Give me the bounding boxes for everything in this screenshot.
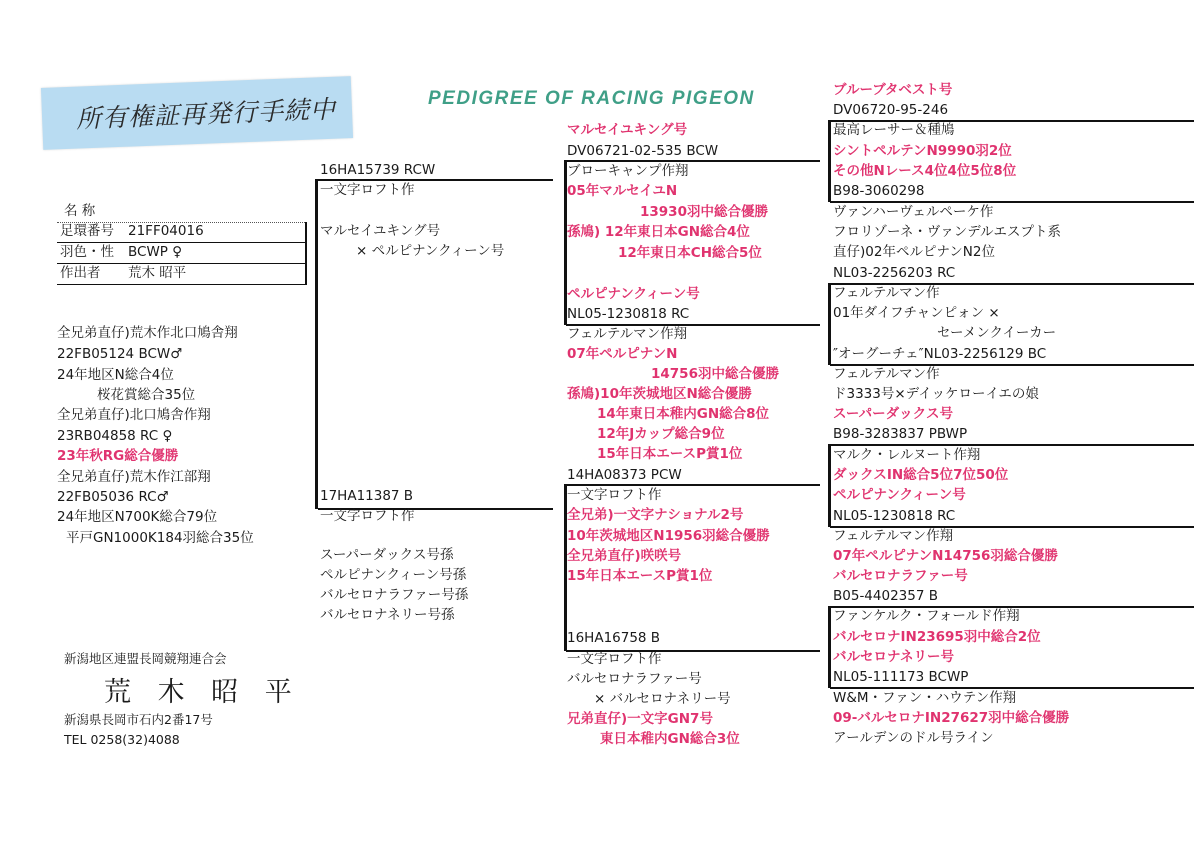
sibling-line: 全兄弟直仔)荒木作北口鳩舎翔 — [57, 325, 238, 341]
ddd-note: アールデンのドル号ライン — [833, 730, 994, 746]
ss-achievement: 13930羽中総合優勝 — [640, 204, 768, 220]
sire-ring: 16HA15739 RCW — [320, 162, 436, 178]
sss-name: ブルーブタベスト号 — [833, 82, 953, 98]
dam-line-text: バルセロナラファー号孫 — [320, 587, 469, 603]
sire-breeder: 一文字ロフト作 — [320, 182, 415, 198]
dd-parents: バルセロナラファー号 — [567, 671, 702, 687]
sd-achievement: 孫鳩)10年茨城地区N総合優勝 — [567, 386, 752, 402]
dds-ring: NL05-111173 BCWP — [833, 669, 969, 685]
dd-achievement: 兄弟直仔)一文字GN7号 — [567, 711, 713, 727]
ss-name: マルセイユキング号 — [567, 122, 688, 138]
ddd-achievement: 09-バルセロナIN27627羽中総合優勝 — [833, 710, 1070, 726]
sire-dam-bracket — [315, 179, 318, 509]
sd-achievement: 14756羽中総合優勝 — [651, 366, 779, 382]
dd-parents: × バルセロナネリー号 — [594, 691, 731, 707]
sdd-breeder: フェルテルマン作 — [833, 366, 940, 382]
sd-achievement: 07年ペルピナンN — [567, 346, 678, 362]
breeder-value: 荒木 昭平 — [128, 265, 187, 281]
owner-name: 荒 木 昭 平 — [104, 677, 301, 708]
dds-achievement: バルセロナIN23695羽中総合2位 — [833, 629, 1041, 645]
sibling-line: 全兄弟直仔)北口鳩舎作翔 — [57, 407, 211, 423]
sibling-line: 23年秋RG総合優勝 — [57, 448, 179, 464]
ssd-note: 直仔)02年ペルピナンN2位 — [833, 244, 995, 260]
dsd-name: バルセロナラファー号 — [833, 568, 968, 584]
sdd-note: ド3333号×デイッケローイエの娘 — [833, 386, 1039, 402]
ring-value: 21FF04016 — [128, 223, 204, 239]
ssd-breeder: ヴァンハーヴェルペーケ作 — [833, 204, 994, 220]
owner-tel: TEL 0258(32)4088 — [64, 732, 180, 747]
dss-ring: NL05-1230818 RC — [833, 508, 956, 524]
ss-achievement: 孫鳩) 12年東日本GN総合4位 — [567, 224, 750, 240]
sss-note: 最高レーサー＆種鳩 — [833, 122, 955, 138]
sd-parents-bracket — [828, 283, 831, 365]
dsd-achievement: 07年ペルピナンN14756羽総合優勝 — [833, 548, 1058, 564]
sibling-line: 24年地区N700K総合79位 — [57, 509, 218, 525]
info-divider — [57, 284, 305, 285]
ddd-breeder: W&M・ファン・ハウテン作翔 — [833, 690, 1017, 706]
sire-parents: マルセイユキング号 — [320, 223, 441, 239]
name-label: 名 称 — [64, 203, 96, 219]
sire-parents: × ペルピナンクィーン号 — [356, 243, 505, 259]
dds-name: バルセロナネリー号 — [833, 649, 954, 665]
color-label: 羽色・性 — [60, 244, 114, 260]
sd-ring: NL05-1230818 RC — [567, 306, 690, 322]
dss-achievement: ダックスIN総合5位7位50位 — [833, 467, 1009, 483]
ss-parents-bracket — [828, 120, 831, 202]
sdd-name: スーパーダックス号 — [833, 406, 954, 422]
sibling-line: 22FB05124 BCW♂ — [57, 346, 183, 362]
ss-ring: DV06721-02-535 BCW — [567, 143, 719, 159]
dss-name: ペルピナンクィーン号 — [833, 487, 966, 503]
ds-achievement: 全兄弟直仔)咲咲号 — [567, 548, 682, 564]
sibling-line: 23RB04858 RC ♀ — [57, 428, 173, 444]
ds-achievement: 10年茨城地区N1956羽総合優勝 — [567, 528, 770, 544]
sds-note: 01年ダイフチャンピォン × — [833, 305, 1000, 321]
sd-achievement: 14年東日本稚内GN総合8位 — [597, 406, 770, 422]
ds-parents-bracket — [828, 444, 831, 527]
ss-achievement: 12年東日本CH総合5位 — [618, 245, 762, 261]
ssd-note: フロリゾーネ・ヴァンデルエスプト系 — [833, 224, 1062, 240]
ss-achievement: 05年マルセイユN — [567, 183, 678, 199]
owner-club: 新潟地区連盟長岡競翔連合会 — [64, 651, 227, 666]
sss-achievement: その他Nレース4位4位5位8位 — [833, 163, 1017, 179]
sds-note: ″オーグーチェ″NL03-2256129 BC — [833, 346, 1047, 362]
dam-ring: 17HA11387 B — [320, 488, 414, 504]
dam-line-text: スーパーダックス号孫 — [320, 547, 454, 563]
ss-breeder: ブローキャンプ作翔 — [567, 163, 689, 179]
sds-breeder: フェルテルマン作 — [833, 285, 940, 301]
ssd-ring: NL03-2256203 RC — [833, 265, 956, 281]
ds-achievement: 全兄弟)一文字ナショナル2号 — [567, 507, 744, 523]
reissue-notice: 所有権証再発行手続中 — [75, 94, 337, 134]
sibling-line: 平戸GN1000K184羽総合35位 — [66, 530, 254, 546]
dsd-breeder: フェルテルマン作翔 — [833, 528, 954, 544]
sd-name: ペルピナンクィーン号 — [567, 286, 700, 302]
ds-breeder: 一文字ロフト作 — [567, 487, 662, 503]
dsd-ring: B05-4402357 B — [833, 588, 938, 604]
dss-breeder: マルク・レルヌート作翔 — [833, 447, 981, 463]
dd-ring: 16HA16758 B — [567, 630, 661, 646]
sibling-line: 全兄弟直仔)荒木作江部翔 — [57, 469, 211, 485]
sss-ring: DV06720-95-246 — [833, 102, 949, 118]
sds-note: セーメンクイーカー — [937, 325, 1057, 341]
ring-label: 足環番号 — [60, 223, 114, 239]
sticky-note — [41, 76, 353, 150]
sss-note: B98-3060298 — [833, 183, 925, 199]
breeder-label: 作出者 — [60, 265, 101, 281]
dd-parents-bracket — [828, 606, 831, 688]
page-title: PEDIGREE OF RACING PIGEON — [428, 88, 755, 109]
sss-achievement: シントペルテンN9990羽2位 — [833, 143, 1012, 159]
sd-achievement: 15年日本エースP賞1位 — [597, 446, 743, 462]
ds-achievement: 15年日本エースP賞1位 — [567, 568, 713, 584]
dd-achievement: 東日本稚内GN総合3位 — [600, 731, 740, 747]
sibling-line: 22FB05036 RC♂ — [57, 489, 169, 505]
dam-breeder: 一文字ロフト作 — [320, 508, 415, 524]
dds-breeder: ファンケルク・フォールド作翔 — [833, 608, 1020, 624]
sibling-line: 桜花賞総合35位 — [97, 387, 196, 403]
owner-address: 新潟県長岡市石内2番17号 — [64, 712, 213, 727]
sd-breeder: フェルテルマン作翔 — [567, 326, 688, 342]
dam-line-text: ペルピナンクィーン号孫 — [320, 567, 467, 583]
sd-achievement: 12年Jカップ総合9位 — [597, 426, 725, 442]
sdd-ring: B98-3283837 PBWP — [833, 426, 968, 442]
dd-breeder: 一文字ロフト作 — [567, 651, 662, 667]
ds-ring: 14HA08373 PCW — [567, 467, 682, 483]
sibling-line: 24年地区N総合4位 — [57, 367, 174, 383]
color-value: BCWP ♀ — [128, 244, 183, 260]
info-divider — [305, 222, 307, 285]
dam-line-text: バルセロナネリー号孫 — [320, 607, 455, 623]
